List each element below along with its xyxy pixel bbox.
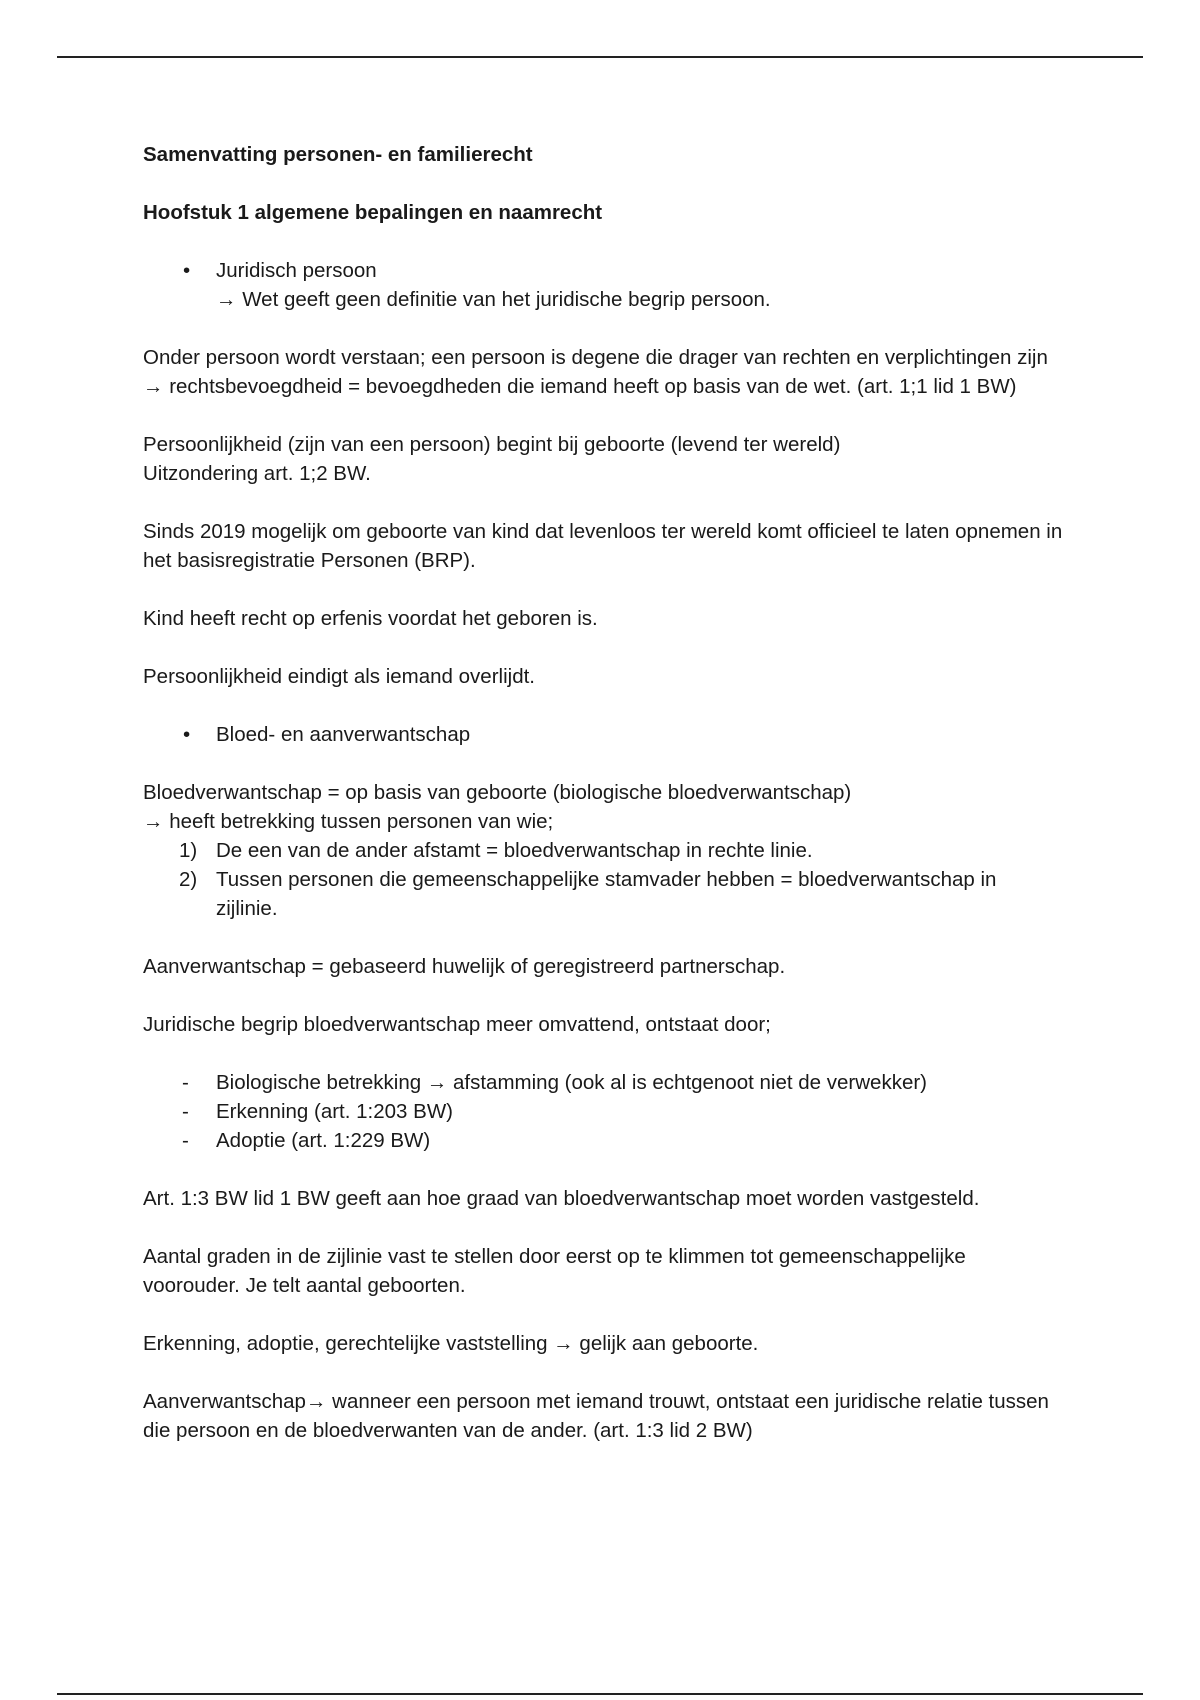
paragraph-persoonlijkheid <box>143 430 1063 488</box>
paragraph-omvattend: Juridische begrip bloedverwantschap meer omvattend, ontstaat door; <box>143 1013 771 1036</box>
document-title: Samenvatting personen- en familierecht <box>143 143 533 166</box>
bullet-marker: • <box>183 259 191 282</box>
paragraph-overlijden: Persoonlijkheid eindigt als iemand overlijdt. <box>143 665 535 688</box>
list-number: 2) <box>179 868 198 891</box>
document-page <box>143 140 1063 1474</box>
list-item-text: Erkenning (art. 1:203 BW) <box>216 1100 453 1123</box>
list-item <box>143 720 1063 749</box>
list-number: 1) <box>179 839 198 862</box>
paragraph-line: → heeft betrekking tussen personen van wie; <box>143 810 554 833</box>
numbered-list <box>143 836 1063 923</box>
paragraph-line: Uitzondering art. 1;2 BW. <box>143 462 371 485</box>
dash-marker: - <box>182 1071 189 1094</box>
bullet-marker: • <box>183 723 191 746</box>
dash-list <box>143 1068 1063 1155</box>
list-item <box>143 1068 1063 1097</box>
list-item <box>143 256 1063 314</box>
paragraph-aanverwantschap: Aanverwantschap = gebaseerd huwelijk of geregistreerd partnerschap. <box>143 955 786 978</box>
bullet-subtext: → Wet geeft geen definitie van het juridische begrip persoon. <box>216 288 771 311</box>
paragraph-erkenning: Erkenning, adoptie, gerechtelijke vaststelling → gelijk aan geboorte. <box>143 1332 759 1355</box>
list-item-text: Biologische betrekking → afstamming (ook al is echtgenoot niet de verwekker) <box>216 1071 928 1094</box>
list-item-text: De een van de ander afstamt = bloedverwantschap in rechte linie. <box>216 839 813 862</box>
bullet-list-verwantschap <box>143 720 1063 749</box>
paragraph-bloedverwantschap <box>143 778 1063 836</box>
paragraph-erfenis: Kind heeft recht op erfenis voordat het geboren is. <box>143 607 598 630</box>
chapter-heading: Hoofstuk 1 algemene bepalingen en naamrecht <box>143 201 603 224</box>
paragraph-graad: Art. 1:3 BW lid 1 BW geeft aan hoe graad van bloedverwantschap moet worden vastgesteld. <box>143 1187 980 1210</box>
bullet-label: Juridisch persoon <box>216 259 377 282</box>
bullet-label: Bloed- en aanverwantschap <box>216 723 471 746</box>
list-item <box>143 836 1063 865</box>
header-rule <box>57 56 1143 58</box>
list-item-text: Tussen personen die gemeenschappelijke stamvader hebben = bloedverwantschap in zijlinie. <box>216 868 997 920</box>
paragraph-line: Persoonlijkheid (zijn van een persoon) begint bij geboorte (levend ter wereld) <box>143 433 841 456</box>
list-item <box>143 865 1063 923</box>
list-item <box>143 1126 1063 1155</box>
footer-rule <box>57 1693 1143 1695</box>
paragraph-aanverwantschap-relatie: Aanverwantschap→ wanneer een persoon met iemand trouwt, ontstaat een juridische relatie tussen die persoon en de bloedverwanten van de ander. (art. 1:3 lid 2 BW) <box>143 1390 1049 1442</box>
list-item <box>143 1097 1063 1126</box>
paragraph-zijlinie: Aantal graden in de zijlinie vast te stellen door eerst op te klimmen tot gemeenschappelijke voorouder. Je telt aantal geboorten. <box>143 1245 966 1297</box>
list-item-text: Adoptie (art. 1:229 BW) <box>216 1129 431 1152</box>
paragraph-brp: Sinds 2019 mogelijk om geboorte van kind dat levenloos ter wereld komt officieel te laten opnemen in het basisregistratie Personen (BRP). <box>143 520 1063 572</box>
dash-marker: - <box>182 1100 189 1123</box>
paragraph-line: Bloedverwantschap = op basis van geboorte (biologische bloedverwantschap) <box>143 781 852 804</box>
dash-marker: - <box>182 1129 189 1152</box>
paragraph-definition: Onder persoon wordt verstaan; een persoon is degene die drager van rechten en verplichtingen zijn → rechtsbevoegdheid = bevoegdheden die iemand heeft op basis van de wet. (art. 1;1 lid 1 BW) <box>143 346 1048 398</box>
bullet-list-juridisch <box>143 256 1063 314</box>
